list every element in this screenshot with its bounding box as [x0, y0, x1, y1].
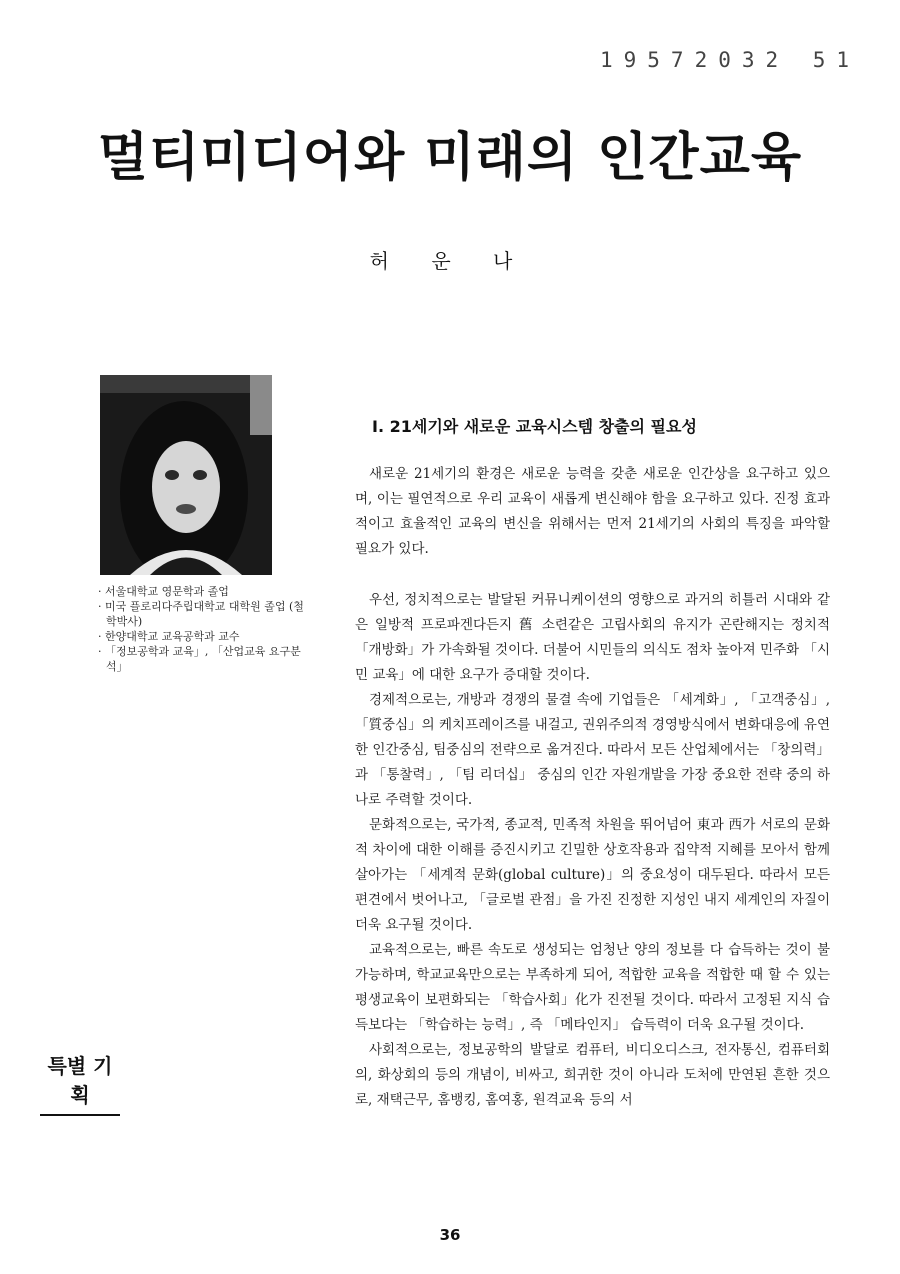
- bio-item: · 「정보공학과 교육」, 「산업교육 요구분석」: [98, 645, 301, 673]
- article-title: 멀티미디어와 미래의 인간교육: [97, 128, 803, 188]
- paragraph: 사회적으로는, 정보공학의 발달로 컴퓨터, 비디오디스크, 전자통신, 컴퓨터회의, 화상회의 등의 개념이, 비싸고, 희귀한 것이 아니라 도처에 만연된 흔한 것으로, 재택근무, 홈뱅킹, 홈여홍, 원격교육 등의 서: [355, 1042, 830, 1108]
- page-number: 36: [439, 1226, 461, 1244]
- paragraph: 문화적으로는, 국가적, 종교적, 민족적 차원을 뛰어넘어 東과 西가 서로의 문화적 차이에 대한 이해를 증진시키고 긴밀한 상호작용과 집약적 지혜를 모아서 함께 살아가는 「세계적 문화(global culture)」의 중요성이 대두된다. 따라서 모든 편견에서 벗어나고, 「글로벌 관점」을 가진 진정한 지성인 내지 세계인의 자질이 더욱 요구될 것이다.: [355, 817, 830, 933]
- article-body: [355, 462, 830, 1113]
- paragraph: 교육적으로는, 빠른 속도로 생성되는 엄청난 양의 정보를 다 습득하는 것이 불가능하며, 학교교육만으로는 부족하게 되어, 적합한 교육을 적합한 때 할 수 있는 평생교육이 보편화되는 「학습사회」化가 진전될 것이다. 따라서 고정된 지식 습득보다는 「학습하는 능력」, 즉 「메타인지」 습득력이 더욱 요구될 것이다.: [355, 942, 830, 1033]
- paragraph: 우선, 정치적으로는 발달된 커뮤니케이션의 영향으로 과거의 히틀러 시대와 같은 일방적 프로파겐다든지 舊 소련같은 고립사회의 유지가 곤란해지는 정치적 「개방화」가 가속화될 것이다. 더불어 시민들의 의식도 점차 높아져 민주화 「시민 교육」에 대한 요구가 증대할 것이다.: [355, 592, 830, 683]
- portrait-image: [100, 375, 272, 575]
- section-tag: 특별 기획: [40, 1050, 120, 1116]
- paragraph: 새로운 21세기의 환경은 새로운 능력을 갖춘 새로운 인간상을 요구하고 있으며, 이는 필연적으로 우리 교육이 새롭게 변신해야 함을 요구하고 있다. 진정 효과적이고 효율적인 교육의 변신을 위해서는 먼저 21세기의 사회의 특징을 파악할 필요가 있다.: [355, 466, 830, 557]
- bio-item: · 한양대학교 교육공학과 교수: [98, 630, 240, 643]
- bio-item: · 미국 플로리다주립대학교 대학원 졸업 (철학박사): [98, 600, 304, 628]
- archive-stamp-number: 19572032 51: [600, 48, 861, 72]
- author-bio-list: [98, 584, 308, 674]
- bio-item: · 서울대학교 영문학과 졸업: [98, 585, 229, 598]
- section-heading: Ⅰ. 21세기와 새로운 교육시스템 창출의 필요성: [372, 417, 697, 436]
- author-photo: [100, 375, 272, 575]
- author-name: 허 운 나: [369, 249, 531, 273]
- paragraph: 경제적으로는, 개방과 경쟁의 물결 속에 기업들은 「세계화」, 「고객중심」, 「質중심」의 케치프레이즈를 내걸고, 권위주의적 경영방식에서 변화대응에 유연한 인간중심, 팀중심의 전략으로 옮겨진다. 따라서 모든 산업체에서는 「창의력」과 「통찰력」, 「팀 리더십」 중심의 인간 자원개발을 가장 중요한 전략 중의 하나로 주력할 것이다.: [355, 692, 830, 808]
